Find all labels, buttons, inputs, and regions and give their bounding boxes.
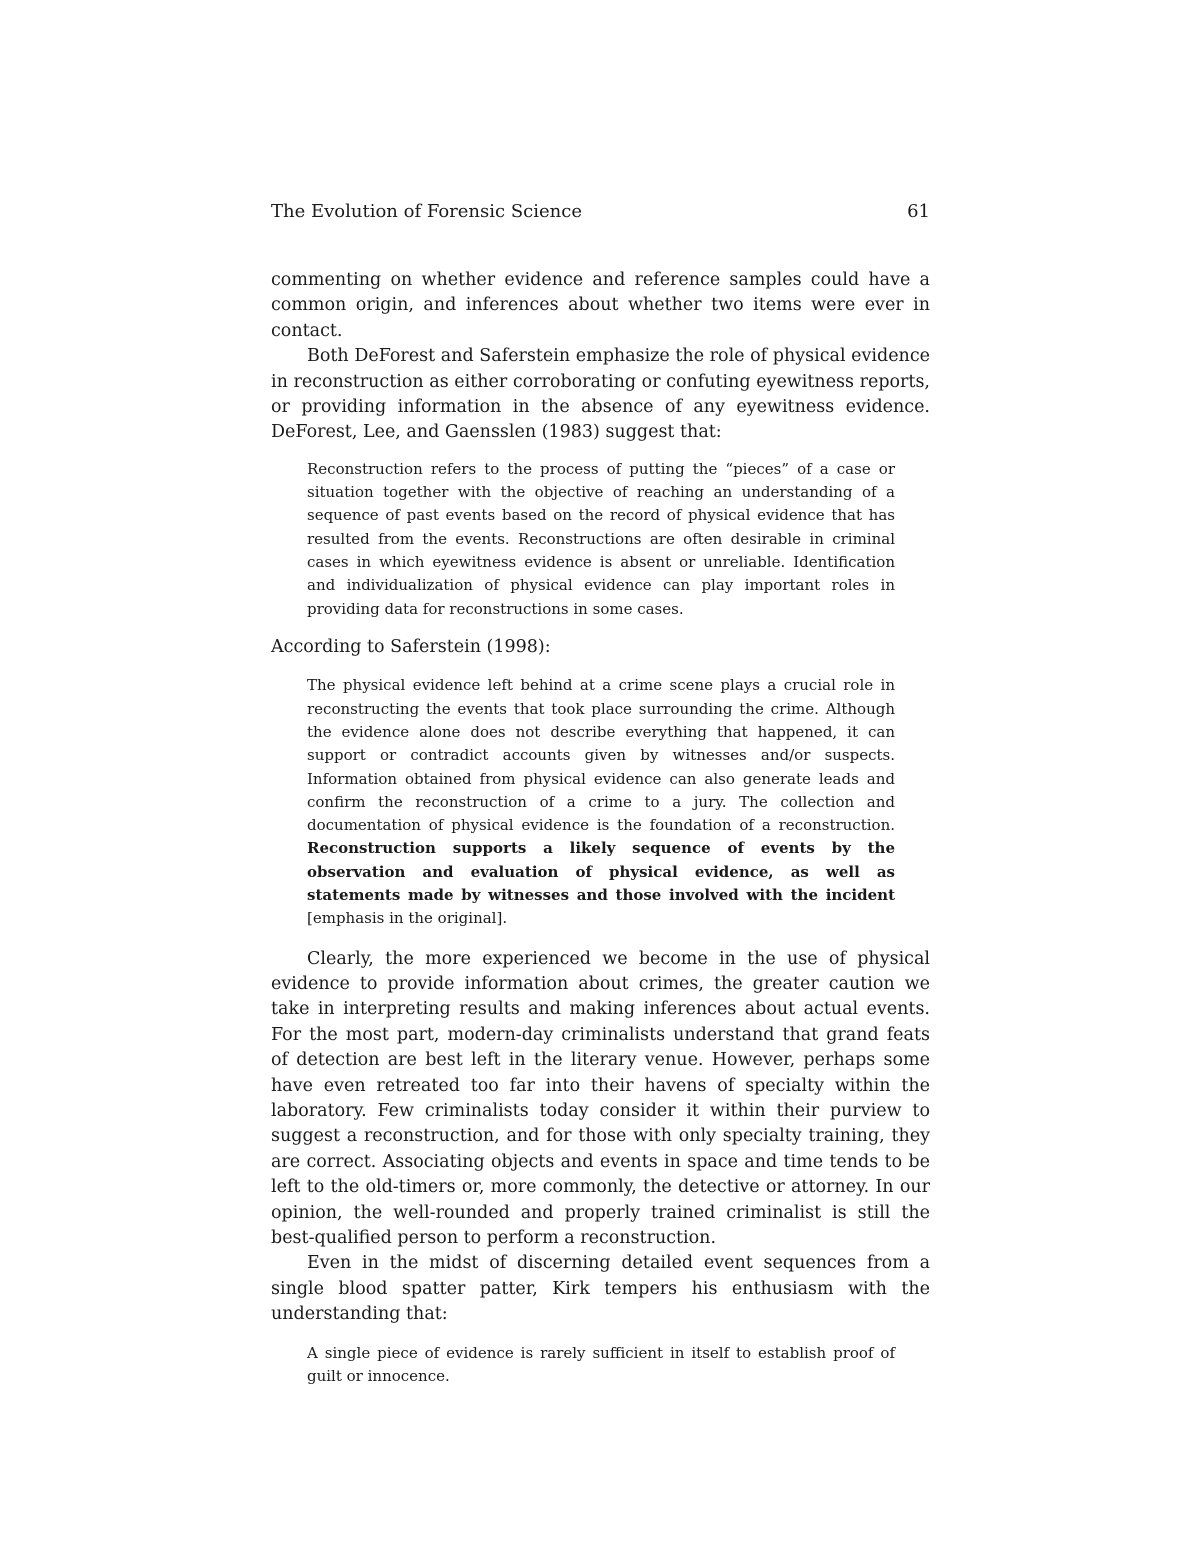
quote-emphasis: Reconstruction supports a likely sequence of events by the observation and evaluation of physical evidence, as well as statements made by witnesses and those involved with the incident xyxy=(307,839,895,904)
paragraph-continued: commenting on whether evidence and reference samples could have a common origin, and inferences about whether two items were ever in contact. xyxy=(271,270,930,341)
running-head xyxy=(271,198,930,226)
page-number: 61 xyxy=(907,201,930,222)
lead-in-saferstein: According to Saferstein (1998): xyxy=(271,636,551,657)
block-quote-kirk: A single piece of evidence is rarely sufficient in itself to establish proof of guilt or innocence. xyxy=(307,1343,895,1385)
book-page xyxy=(271,198,930,1388)
paragraph-deforest-saferstein: Both DeForest and Saferstein emphasize the role of physical evidence in reconstruction as either corroborating or confuting eyewitness reports, or providing information in the absence of any eyewitness evidence. DeForest, Lee, and Gaensslen (1983) suggest that: xyxy=(271,346,930,443)
paragraph-clearly: Clearly, the more experienced we become in the use of physical evidence to provide information about crimes, the greater caution we take in interpreting results and making inferences about actual events. For the most part, modern-day criminalists understand that grand feats of detection are best left in the literary venue. However, perhaps some have even retreated too far into their havens of specialty within the laboratory. Few criminalists today consider it within their purview to suggest a reconstruction, and for those with only specialty training, they are correct. Associating objects and events in space and time tends to be left to the old-timers or, more commonly, the detective or attorney. In our opinion, the well-rounded and properly trained criminalist is still the best-qualified person to perform a reconstruction. xyxy=(271,948,930,1249)
running-title: The Evolution of Forensic Science xyxy=(271,201,582,222)
block-quote-saferstein xyxy=(307,674,895,930)
quote-text: The physical evidence left behind at a crime scene plays a crucial role in reconstructing the events that took place surrounding the crime. Although the evidence alone does not describe everything that happened, it can support or contradict accounts given by witnesses and/or suspects. Information obtained from physical evidence can also generate leads and confirm the reconstruction of a crime to a jury. The collection and documentation of physical evidence is the foundation of a reconstruction. xyxy=(307,676,895,835)
paragraph-kirk: Even in the midst of discerning detailed event sequences from a single blood spatter patter, Kirk tempers his enthusiasm with the understanding that: xyxy=(271,1253,930,1325)
block-quote-deforest: Reconstruction refers to the process of putting the “pieces” of a case or situation together with the objective of reaching an understanding of a sequence of past events based on the record of physical evidence that has resulted from the events. Reconstructions are often desirable in criminal cases in which eyewitness evidence is absent or unreliable. Identification and individualization of physical evidence can play important roles in providing data for reconstructions in some cases. xyxy=(307,459,895,618)
quote-tail: [emphasis in the original]. xyxy=(307,909,508,928)
